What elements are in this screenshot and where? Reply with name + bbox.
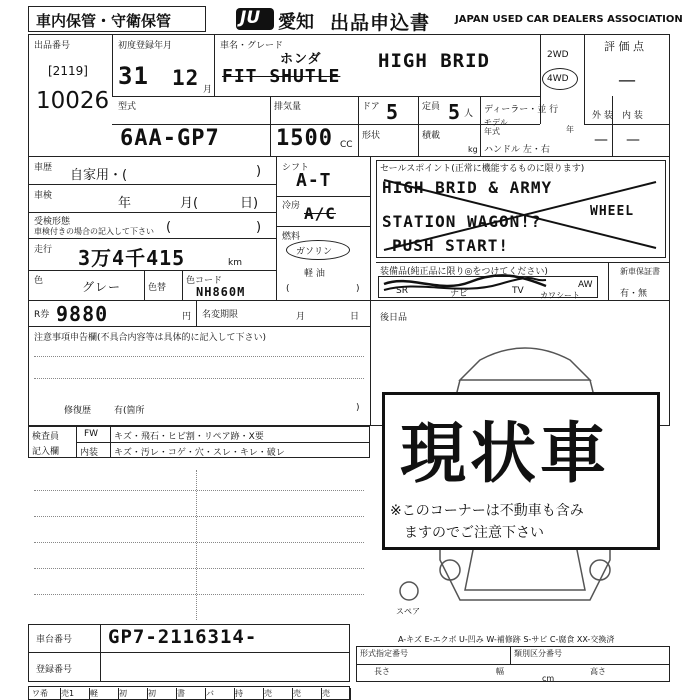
mileage-label: 走行 bbox=[34, 245, 53, 255]
inspector-label-1: 検査員 bbox=[32, 432, 60, 442]
model-label: 車名・グレード bbox=[220, 41, 284, 51]
registration-month: 12 bbox=[172, 66, 200, 90]
registration-year: 31 bbox=[118, 62, 149, 90]
displacement-unit: CC bbox=[340, 140, 353, 150]
doors-label: ドア bbox=[362, 102, 380, 112]
measure-class-label: 類別区分番号 bbox=[514, 649, 562, 658]
header-english: JAPAN USED CAR DEALERS ASSOCIATION bbox=[455, 14, 683, 25]
shift-value: A-T bbox=[296, 170, 332, 191]
repair-close: ) bbox=[356, 403, 360, 413]
lot-label: 出品番号 bbox=[34, 41, 71, 51]
recycle-unit: 円 bbox=[182, 312, 192, 322]
inspector-label-2: 記入欄 bbox=[32, 447, 60, 457]
history-label: 車歴 bbox=[34, 163, 53, 173]
name-change-label: 名変期限 bbox=[202, 310, 239, 320]
sales-point-line-4: PUSH START! bbox=[392, 236, 509, 255]
storage-badge-label: 車内保管・守衛保管 bbox=[36, 12, 172, 30]
footer-cell: 書 bbox=[177, 688, 206, 700]
color-label: 色 bbox=[34, 276, 44, 286]
mileage-value: 3万4千415 bbox=[78, 246, 186, 270]
model-maker: ホンダ bbox=[280, 52, 322, 67]
header-form-title: 出品申込書 bbox=[330, 12, 431, 34]
fuel-value: ガソリン bbox=[296, 247, 333, 257]
rating-value: — bbox=[618, 70, 636, 91]
load-unit: kg bbox=[468, 145, 478, 154]
interior-label: 内 装 bbox=[622, 111, 643, 121]
name-change-month: 月 bbox=[296, 312, 306, 322]
chassis-label: 車台番号 bbox=[36, 635, 73, 645]
aircon-value: A/C bbox=[304, 204, 336, 223]
type-label: 型式 bbox=[118, 102, 137, 112]
inspector-fw-text: キズ・飛石・ヒビ割・リペア跡・X要 bbox=[114, 432, 264, 442]
fuel-open: ( bbox=[286, 284, 290, 294]
shape-label: 形状 bbox=[362, 131, 381, 141]
model-name: FIT SHUTLE bbox=[222, 66, 341, 87]
color-code: NH860M bbox=[196, 285, 246, 299]
equipment-tv: TV bbox=[512, 286, 524, 296]
sales-point-label: セールスポイント(正常に機能するものに限ります) bbox=[380, 164, 585, 174]
dealer-model-year: モデル 年式 bbox=[484, 118, 508, 136]
measure-width: 幅 bbox=[496, 667, 504, 676]
exterior-value: — bbox=[594, 132, 608, 148]
equipment-aw: AW bbox=[578, 280, 593, 290]
plate-label: 登録番号 bbox=[36, 665, 73, 675]
lot-number: 10026 bbox=[36, 88, 110, 114]
as-is-stamp-title: 現状車 bbox=[400, 415, 610, 492]
measure-form-label: 形式指定番号 bbox=[360, 649, 408, 658]
header-aichi: 愛知 bbox=[278, 12, 314, 33]
warranty-label: 新車保証書 bbox=[620, 267, 660, 276]
ju-logo-text: JU bbox=[240, 8, 261, 28]
footer-cell: 初 bbox=[119, 688, 148, 700]
load-label: 積載 bbox=[422, 131, 441, 141]
color-code-label: 色コード bbox=[186, 276, 223, 286]
recycle-value: 9880 bbox=[56, 302, 109, 326]
receipt-label: 受検形態 bbox=[34, 217, 71, 227]
notes-label: 注意事項申告欄(不具合内容等は具体的に記入して下さい) bbox=[34, 333, 267, 343]
as-is-stamp-note-1: ※このコーナーは不動車も含み bbox=[390, 503, 584, 519]
repair-value: 有(箇所 bbox=[114, 406, 145, 416]
capacity-unit: 人 bbox=[464, 109, 474, 119]
fuel-label: 燃料 bbox=[282, 232, 301, 242]
footer-cell: ワ希 bbox=[32, 688, 61, 700]
registration-label: 初度登録年月 bbox=[118, 41, 173, 51]
type-value: 6AA-GP7 bbox=[120, 126, 220, 151]
measure-height: 高さ bbox=[590, 667, 606, 676]
footer-cell: 売 bbox=[322, 688, 351, 700]
as-is-stamp-note-2: ますのでご注意下さい bbox=[404, 525, 544, 541]
measure-cm: cm bbox=[542, 674, 555, 683]
inspection-label: 車検 bbox=[34, 191, 53, 201]
shift-label: シフト bbox=[282, 163, 310, 173]
mileage-unit: km bbox=[228, 258, 242, 268]
measure-length: 長さ bbox=[374, 667, 390, 676]
capacity-label: 定員 bbox=[422, 102, 441, 112]
inspector-fw-label: FW bbox=[84, 429, 99, 439]
drive-4wd-circle bbox=[542, 68, 578, 90]
exterior-label: 外 装 bbox=[592, 111, 613, 121]
spare-label: スペア bbox=[396, 607, 420, 616]
inspection-day: 日) bbox=[240, 196, 259, 211]
history-value: 自家用・( bbox=[70, 168, 128, 183]
chassis-value: GP7-2116314- bbox=[108, 626, 258, 648]
model-grade: HIGH BRID bbox=[378, 50, 490, 72]
drive-2wd: 2WD bbox=[547, 50, 569, 60]
receipt-open: ( bbox=[166, 220, 172, 235]
spare-tire-icon bbox=[398, 580, 420, 602]
registration-month-unit: 月 bbox=[203, 85, 213, 95]
receipt-close: ) bbox=[256, 220, 262, 235]
displacement-label: 排気量 bbox=[274, 102, 302, 112]
name-change-day: 日 bbox=[350, 312, 360, 322]
inspector-in-label: 内装 bbox=[80, 448, 99, 458]
rear-items-label: 後日品 bbox=[380, 313, 408, 323]
displacement-value: 1500 bbox=[276, 126, 333, 151]
sales-point-line-2: WHEEL bbox=[590, 204, 635, 219]
equipment-label: 装備品(純正品に限り◎をつけてください) bbox=[380, 267, 548, 277]
receipt-note: 車検付きの場合の記入して下さい bbox=[34, 227, 154, 236]
lot-sub: [2119] bbox=[48, 64, 88, 78]
history-close: ) bbox=[256, 164, 262, 179]
footer-cell: 初 bbox=[148, 688, 177, 700]
damage-legend: A-キズ E-エクボ U-凹み W-補修跡 S-サビ C-腐食 XX-交換済 bbox=[398, 635, 615, 644]
footer-cell: 売1 bbox=[61, 688, 90, 700]
footer-cell: 持 bbox=[235, 688, 264, 700]
footer-cell: 売 bbox=[264, 688, 293, 700]
inspection-year: 年 bbox=[118, 196, 132, 211]
footer-cell: 売 bbox=[293, 688, 322, 700]
inspector-in-text: キズ・汚レ・コゲ・穴・スレ・キレ・破レ bbox=[114, 448, 285, 458]
aircon-label: 冷房 bbox=[282, 201, 301, 211]
interior-value: — bbox=[626, 132, 640, 148]
dealer-label: ディーラー・並 行 bbox=[484, 105, 559, 115]
warranty-value: 有・無 bbox=[620, 289, 648, 299]
doors-value: 5 bbox=[386, 100, 400, 124]
footer-cell: 軽 bbox=[90, 688, 119, 700]
equipment-sr: SR bbox=[396, 286, 408, 296]
repair-label: 修復歴 bbox=[64, 406, 92, 416]
sales-point-line-3: STATION WAGON!? bbox=[382, 212, 542, 231]
drive-4wd: 4WD bbox=[547, 74, 569, 84]
dealer-handle: ハンドル 左・右 bbox=[484, 145, 550, 155]
dealer-year-unit: 年 bbox=[566, 125, 574, 134]
sales-point-strikeout bbox=[376, 170, 666, 258]
rating-label: 評 価 点 bbox=[604, 40, 644, 53]
equipment-leather: カワシート bbox=[540, 291, 580, 300]
inspection-month: 月( bbox=[180, 196, 199, 211]
color-ext-label: 色替 bbox=[148, 283, 167, 293]
fuel-diesel: 軽 油 bbox=[304, 269, 325, 279]
recycle-label: R券 bbox=[34, 310, 50, 320]
fuel-close: ) bbox=[356, 284, 360, 294]
equipment-navi: ナビ bbox=[450, 289, 469, 299]
sales-point-line-1: HIGH BRID & ARMY bbox=[382, 178, 553, 197]
capacity-value: 5 bbox=[448, 100, 462, 124]
footer-cell: バ bbox=[206, 688, 235, 700]
color-value: グレー bbox=[82, 280, 122, 294]
equipment-scribble bbox=[380, 272, 550, 296]
